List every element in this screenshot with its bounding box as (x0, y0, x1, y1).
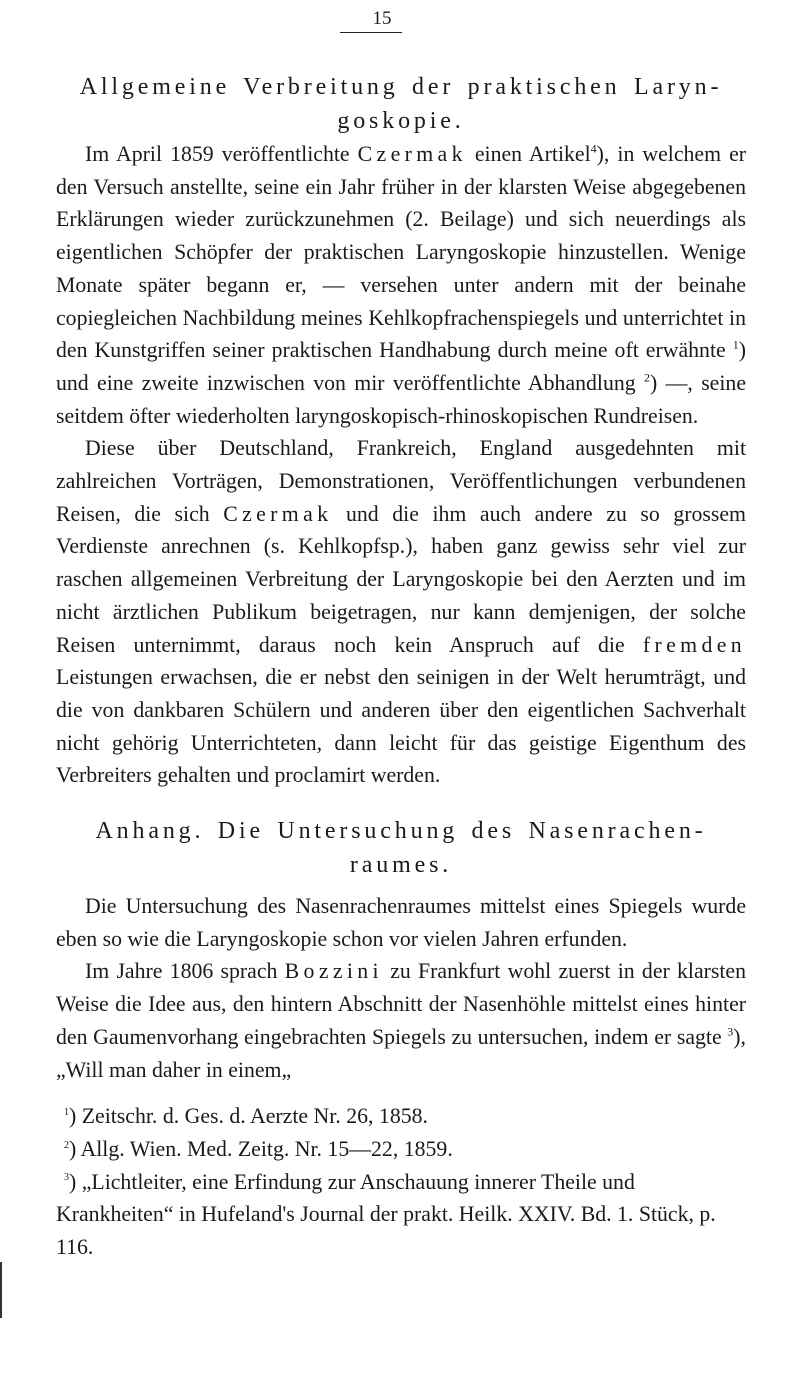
footnote-ref: 3 (727, 1024, 734, 1039)
name-czermak: Czermak (357, 142, 467, 166)
page-number: 15 (372, 8, 392, 29)
text-run: Leistungen erwachsen, die er nebst den seinigen in der Welt herumträgt, und die von dankbaren Schülern und anderen über den eigentlichen Sachverhalt nicht gehörig Unterrichteten, dann leicht für das geistige Eigenthum des Verbreiters gehalten und proclamirt werden. (56, 665, 746, 788)
name-czermak: Czermak (223, 501, 333, 526)
footnote-ref: 1 (732, 337, 739, 352)
footnote-ref: 4 (590, 141, 597, 156)
footnote-1 (56, 1100, 746, 1133)
footnote-text: ) Allg. Wien. Med. Zeitg. Nr. 15—22, 1859. (69, 1136, 453, 1161)
footnote-mark: 1 (64, 1107, 69, 1119)
footnotes (56, 1100, 746, 1264)
footnote-mark: 2 (64, 1139, 69, 1151)
paragraph-bozzini (56, 955, 746, 1086)
heading-line-2: raumes. (349, 852, 453, 879)
page-number-rule (340, 32, 402, 33)
text-run: ), „Will man daher in einem„ (56, 1024, 746, 1082)
footnote-3 (56, 1166, 746, 1264)
paragraph-rundreisen (56, 432, 746, 792)
name-bozzini: Bozzini (284, 959, 383, 984)
text-run: Im Jahre 1806 sprach (85, 959, 285, 984)
section-heading-anhang (56, 814, 746, 882)
paragraph-nasenrachen: Die Untersuchung des Nasenrachenraumes mittelst eines Spiegels wurde eben so wie die Laryngoskopie schon vor vielen Jahren erfunden. (56, 894, 746, 951)
text-run: einen Artikel (466, 142, 591, 166)
emphasis-fremden: fremden (642, 632, 746, 657)
footnote-ref: 2 (644, 370, 651, 385)
footnote-mark: 3 (64, 1172, 69, 1184)
section-heading-verbreitung (56, 70, 746, 138)
scan-edge-mark (0, 1262, 2, 1318)
text-run: und die ihm auch andere zu so grossem Verdienste anrechnen (s. Kehlkopfsp.), haben ganz gewiss sehr viel zur raschen allgemeinen Verbreitung der Laryngoskopie bei den Aerzten und im nicht ärztlichen Publikum beigetragen, nur kann demjenigen, der solche Reisen unternimmt, daraus noch kein Anspruch auf die (56, 501, 746, 657)
heading-line-2: goskopie. (337, 108, 465, 134)
footnote-2 (56, 1133, 746, 1166)
text-run: ) —, seine seitdem öfter wiederholten laryngoskopisch-rhinoskopischen Rundreisen. (56, 370, 746, 428)
text-run: ), in welchem er den Versuch anstellte, seine ein Jahr früher in der klarsten Weise abgegebenen Erklärungen wieder zurückzunehmen (2. Beilage) und sich neuerdings als eigentlichen Schöpfer der praktischen Laryngoskopie hinzustellen. Wenige Monate später begann er, — versehen unter andern mit der beinahe copiegleichen Nachbildung meines Kehlkopfrachenspiegels und unterrichtet in den Kunstgriffen seiner praktischen Handhabung durch meine oft erwähnte (56, 142, 747, 363)
page-body (56, 52, 746, 1264)
heading-line-1: Anhang. Die Untersuchung des Nasenrachen- (95, 818, 707, 845)
text-run: zu Frankfurt wohl zuerst in der klarsten Weise die Idee aus, den hintern Abschnitt der Nasenhöhle mittelst eines hinter den Gaumenvorhang eingebrachten Spiegels zu untersuchen, indem er sagte (56, 959, 746, 1049)
text-run: ) und eine zweite inzwischen von mir veröffentlichte Abhandlung (56, 338, 746, 395)
heading-line-1: Allgemeine Verbreitung der praktischen Laryn- (79, 74, 723, 100)
text-run: Im April 1859 veröffentlichte (85, 142, 358, 166)
footnote-text: ) Zeitschr. d. Ges. d. Aerzte Nr. 26, 1858. (69, 1104, 428, 1129)
text-run: Diese über Deutschland, Frankreich, England ausgedehnten mit zahlreichen Vorträgen, Demonstrationen, Veröffentlichungen verbundenen Reisen, die sich (56, 436, 746, 526)
footnote-text: ) „Lichtleiter, eine Erfindung zur Anschauung innerer Theile und Krankheiten“ in Hufeland's Journal der prakt. Heilk. XXIV. Bd. 1. Stück, p. 116. (56, 1169, 716, 1260)
paragraph-czermak-artikel (56, 138, 746, 432)
